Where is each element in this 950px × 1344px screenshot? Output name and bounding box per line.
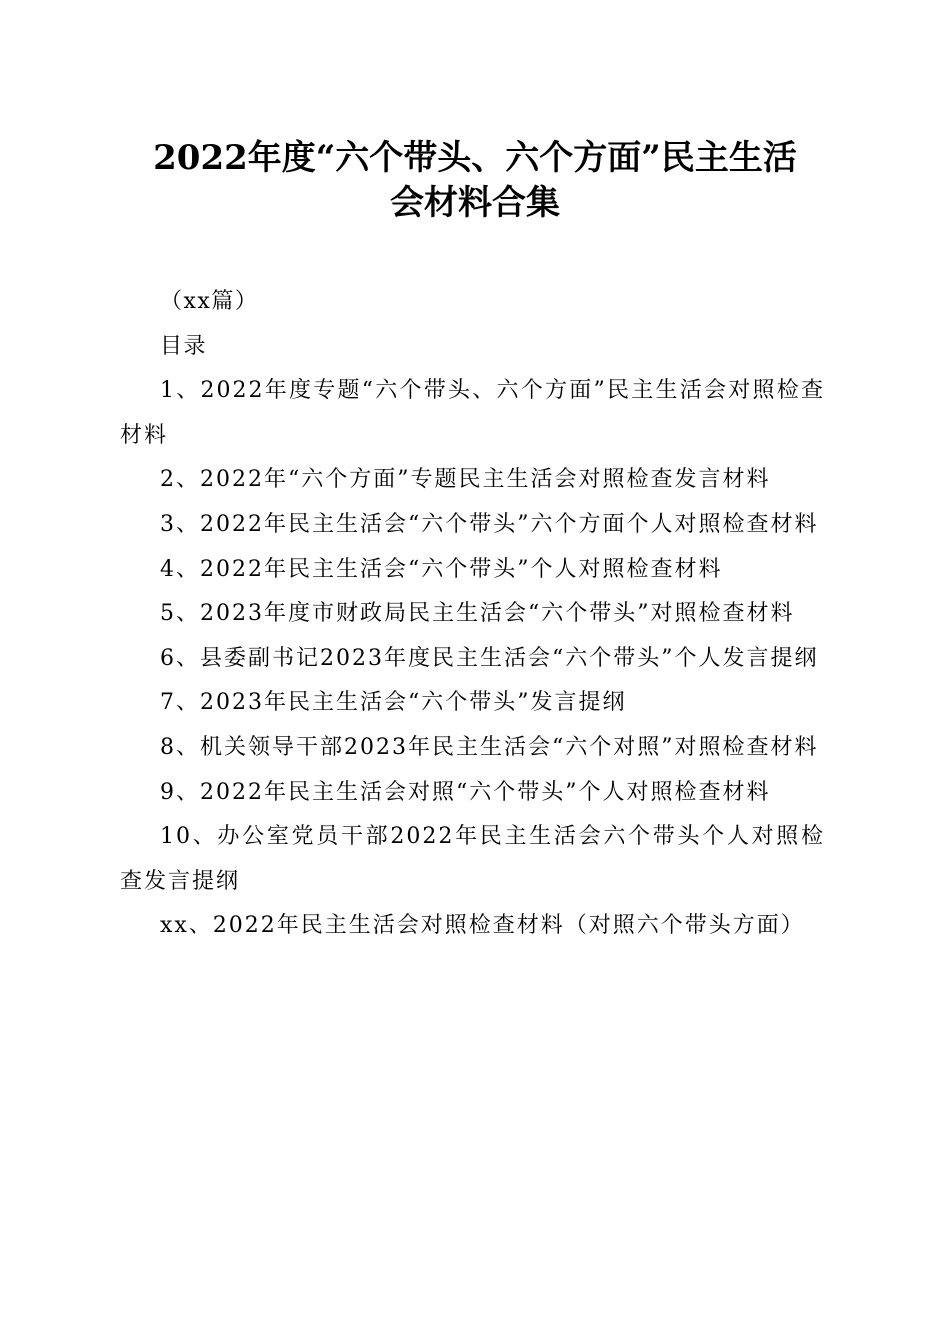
title-line-2: 会材料合集 [390,183,560,223]
toc-item-2: 2、2022年“六个方面”专题民主生活会对照检查发言材料 [160,467,771,493]
toc-item-6: 6、县委副书记2023年度民主生活会“六个带头”个人发言提纲 [160,645,819,671]
toc-item-9: 9、2022年民主生活会对照“六个带头”个人对照检查材料 [160,779,771,805]
toc-item-8: 8、机关领导干部2023年民主生活会“六个对照”对照检查材料 [160,734,819,760]
document-body [120,280,825,949]
toc-item-7: 7、2023年民主生活会“六个带头”发言提纲 [160,690,627,716]
count-note: （xx篇） [160,289,259,314]
toc-item-4: 4、2022年民主生活会“六个带头”个人对照检查材料 [160,556,723,582]
toc-heading: 目录 [160,333,208,359]
title-line-1: 2022年度“六个带头、六个方面”民主生活 [153,138,797,178]
toc-item-5: 5、2023年度市财政局民主生活会“六个带头”对照检查材料 [160,601,795,627]
toc-item-10: 10、办公室党员干部2022年民主生活会六个带头个人对照检查发言提纲 [120,824,825,894]
toc-item-xx: xx、2022年民主生活会对照检查材料（对照六个带头方面） [160,913,805,939]
toc-item-3: 3、2022年民主生活会“六个带头”六个方面个人对照检查材料 [160,511,819,537]
document-title [100,136,850,226]
toc-item-1: 1、2022年度专题“六个带头、六个方面”民主生活会对照检查材料 [120,378,825,448]
